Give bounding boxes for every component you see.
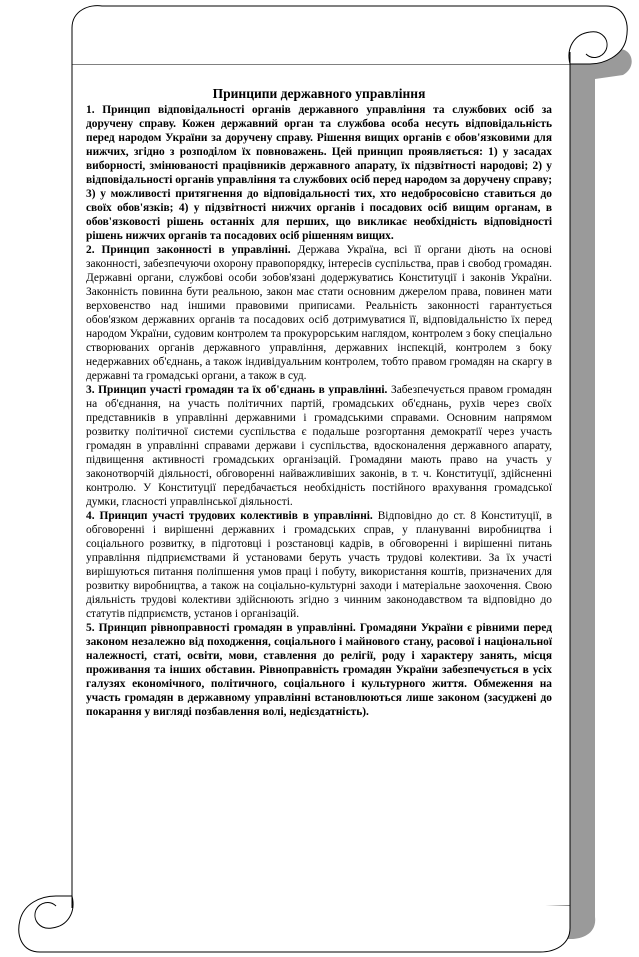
section-body: Відповідно до ст. 8 Конституції, в обговоренні і вирішенні державних і громадських справ, у плануванні виробництва і соціального розвитку, в підготовці і розстановці кадрів, в обговоренні і вирішенні питань управління підприємствами й установами беруть участь трудові колективи. За їх участі вирішуються питання поліпшення умов праці і побуту, використання коштів, призначених для розвитку виробництва, а також на соціально-культурні заходи і матеріальне заохочення. Свою діяльність трудові колективи здійснюють згідно з чинним законодавством та відповідно до статутів підприємств, установ і організацій. xyxy=(86,510,552,620)
section-body: Громадяни України є рівними перед законом незалежно від походження, соціального і майнового стану, расової і національної належності, статі, освіти, мови, ставлення до релігії, роду і характеру занять, місця проживання та інших обставин. Рівноправність громадян України забезпечується в усіх галузях економічного, політичного, соціального і культурного життя. Обмеження на участь громадян в державному управлінні встановлюються лише законом (засуджені до покарання у вигляді позбавлення волі, недієздатність). xyxy=(86,622,552,718)
section-body: Держава Україна, всі її органи діють на основі законності, забезпечуючи охорону правопорядку, інтересів суспільства, прав і свобод громадян. Державні органи, службові особи зобов'язані додержуватись Конституції і законів України. Законність повинна бути реальною, закон має стати основним джерелом права, повинен мати верховенство над іншими правовими приписами. Реальність законності гарантується обов'язком державних органів та посадових осіб дотримуватися її, відповідальністю їх перед народом України, судовим контролем та прокурорським наглядом, контролем з боку спеціально створюваних органів державного управління, державних інспекцій, контролем з боку недержавних об'єднань, а також індивідуальним контролем, тобто правом громадян на скаргу в державні та громадські органи, а також в суд. xyxy=(86,244,552,382)
section-heading: Принцип законності в управлінні. xyxy=(101,244,291,256)
section-number: 3. xyxy=(86,384,95,396)
section-number: 5. xyxy=(86,622,95,634)
section-5 xyxy=(86,621,552,719)
section-2 xyxy=(86,243,552,383)
section-heading: Принцип участі громадян та їх об'єднань в управлінні. xyxy=(98,384,388,396)
section-heading: Принцип участі трудових колективів в управлінні. xyxy=(99,510,373,522)
document-title: Принципи державного управління xyxy=(212,86,426,101)
section-body: Забезпечується правом громадян на об'єднання, на участь політичних партій, громадських об'єднань, рухів через своїх представників в управлінні державними і громадськими справами. Основним напрямом розвитку політичної системи суспільства є подальше розгортання демократії через участь громадян в управлінні справами держави і суспільства, вдосконалення державного апарату, підвищення активності громадських організацій. Громадяни мають право на участь у законотворчій діяльності, обговоренні найважливіших законів, в т. ч. Конституції, здійсненні контролю. У Конституції передбачається необхідність постійного врахування громадської думки, гласності управлінської діяльності. xyxy=(86,384,552,508)
document-content xyxy=(86,86,552,719)
scroll-bottom-roll xyxy=(19,896,570,952)
scroll-top-roll xyxy=(72,6,627,64)
section-1 xyxy=(86,103,552,243)
section-number: 1. xyxy=(86,104,95,116)
section-heading: Принцип відповідальності органів державного управління та службових осіб за доручену справу. xyxy=(86,104,552,130)
section-body: Кожен державний орган та службова особа несуть відповідальність перед народом України за доручену справу. Рішення вищих органів є обов'язковими для нижчих, згідно з розподілом їх повноважень. Цей принцип проявляється: 1) у засадах виборності, змінюваності працівників державного апарату, їх підзвітності народові; 2) у відповідальності органів управління та службових осіб перед народом за доручену справу; 3) у можливості притягнення до відповідальності тих, хто недобросовісно ставиться до своїх обов'язків; 4) у підзвітності нижчих органів і посадових осіб вищим органам, в обов'язковості рішень останніх для перших, що викликає необхідність відповідності рішень нижчих органів та посадових осіб рішенням вищих. xyxy=(86,118,552,242)
section-heading: Принцип рівноправності громадян в управлінні. xyxy=(98,622,356,634)
section-4 xyxy=(86,509,552,621)
section-number: 2. xyxy=(86,244,95,256)
section-number: 4. xyxy=(86,510,95,522)
section-3 xyxy=(86,383,552,509)
